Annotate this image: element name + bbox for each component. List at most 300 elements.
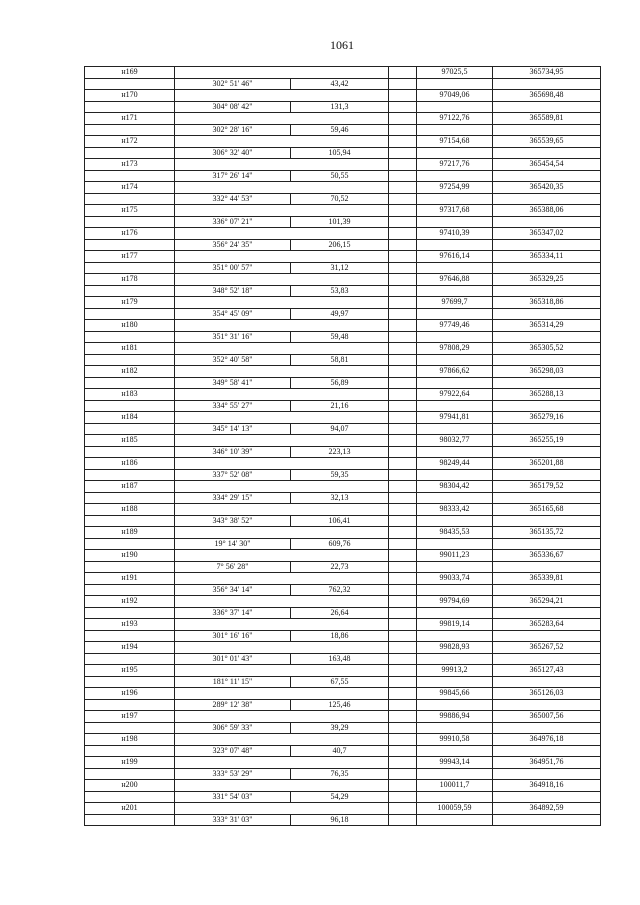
segment-row: [85, 768, 601, 780]
point-gap-cell: [389, 251, 417, 263]
segment-row: [85, 147, 601, 159]
point-row: [85, 205, 601, 217]
distance-cell: 106,41: [291, 515, 389, 527]
x-coordinate-cell: 99913,2: [417, 665, 493, 677]
point-row: [85, 734, 601, 746]
segment-spacer-cell: [493, 446, 601, 458]
x-coordinate-cell: 99033,74: [417, 573, 493, 585]
x-coordinate-cell: 97025,5: [417, 67, 493, 79]
y-coordinate-cell: 365135,72: [493, 527, 601, 539]
segment-row: [85, 561, 601, 573]
segment-spacer-cell: [85, 607, 175, 619]
y-coordinate-cell: 365334,11: [493, 251, 601, 263]
x-coordinate-cell: 98032,77: [417, 435, 493, 447]
y-coordinate-cell: 365329,25: [493, 274, 601, 286]
point-name-cell: н176: [85, 228, 175, 240]
segment-spacer-cell: [417, 400, 493, 412]
segment-spacer-cell: [417, 124, 493, 136]
point-name-cell: н172: [85, 136, 175, 148]
point-row: [85, 481, 601, 493]
segment-gap-cell: [389, 676, 417, 688]
segment-gap-cell: [389, 469, 417, 481]
bearing-cell: 19° 14' 30": [175, 538, 291, 550]
segment-spacer-cell: [493, 538, 601, 550]
point-row: [85, 320, 601, 332]
segment-row: [85, 193, 601, 205]
x-coordinate-cell: 97154,68: [417, 136, 493, 148]
y-coordinate-cell: 364951,76: [493, 757, 601, 769]
x-coordinate-cell: 97254,99: [417, 182, 493, 194]
y-coordinate-cell: 365339,81: [493, 573, 601, 585]
bearing-cell: 306° 32' 40": [175, 147, 291, 159]
x-coordinate-cell: 99845,66: [417, 688, 493, 700]
distance-cell: 609,76: [291, 538, 389, 550]
segment-spacer-cell: [493, 722, 601, 734]
segment-row: [85, 170, 601, 182]
x-coordinate-cell: 97646,88: [417, 274, 493, 286]
distance-cell: 53,83: [291, 285, 389, 297]
segment-row: [85, 584, 601, 596]
point-gap-cell: [389, 550, 417, 562]
segment-row: [85, 515, 601, 527]
segment-gap-cell: [389, 400, 417, 412]
bearing-cell: 334° 29' 15": [175, 492, 291, 504]
segment-spacer-cell: [417, 814, 493, 826]
y-coordinate-cell: 365279,16: [493, 412, 601, 424]
segment-row: [85, 607, 601, 619]
point-row: [85, 113, 601, 125]
point-spacer-cell: [175, 320, 389, 332]
segment-row: [85, 124, 601, 136]
bearing-cell: 333° 53' 29": [175, 768, 291, 780]
segment-gap-cell: [389, 561, 417, 573]
point-spacer-cell: [175, 228, 389, 240]
y-coordinate-cell: 365454,54: [493, 159, 601, 171]
segment-spacer-cell: [493, 147, 601, 159]
x-coordinate-cell: 99943,14: [417, 757, 493, 769]
bearing-cell: 332° 44' 53": [175, 193, 291, 205]
point-row: [85, 228, 601, 240]
y-coordinate-cell: 365420,35: [493, 182, 601, 194]
bearing-cell: 336° 37' 14": [175, 607, 291, 619]
segment-spacer-cell: [85, 124, 175, 136]
point-name-cell: н179: [85, 297, 175, 309]
x-coordinate-cell: 97217,76: [417, 159, 493, 171]
y-coordinate-cell: 365179,52: [493, 481, 601, 493]
x-coordinate-cell: 97317,68: [417, 205, 493, 217]
point-name-cell: н180: [85, 320, 175, 332]
segment-spacer-cell: [417, 446, 493, 458]
y-coordinate-cell: 365283,64: [493, 619, 601, 631]
segment-spacer-cell: [85, 768, 175, 780]
segment-spacer-cell: [85, 492, 175, 504]
point-spacer-cell: [175, 642, 389, 654]
point-name-cell: н182: [85, 366, 175, 378]
distance-cell: 54,29: [291, 791, 389, 803]
segment-spacer-cell: [493, 239, 601, 251]
point-gap-cell: [389, 412, 417, 424]
segment-spacer-cell: [417, 78, 493, 90]
distance-cell: 101,39: [291, 216, 389, 228]
segment-row: [85, 331, 601, 343]
segment-gap-cell: [389, 699, 417, 711]
point-name-cell: н174: [85, 182, 175, 194]
point-gap-cell: [389, 182, 417, 194]
bearing-cell: 343° 38' 52": [175, 515, 291, 527]
point-spacer-cell: [175, 665, 389, 677]
point-name-cell: н196: [85, 688, 175, 700]
segment-spacer-cell: [417, 193, 493, 205]
segment-spacer-cell: [85, 216, 175, 228]
point-name-cell: н200: [85, 780, 175, 792]
x-coordinate-cell: 97941,81: [417, 412, 493, 424]
point-name-cell: н193: [85, 619, 175, 631]
segment-gap-cell: [389, 515, 417, 527]
segment-spacer-cell: [493, 170, 601, 182]
x-coordinate-cell: 98304,42: [417, 481, 493, 493]
segment-row: [85, 216, 601, 228]
segment-gap-cell: [389, 377, 417, 389]
point-row: [85, 780, 601, 792]
point-name-cell: н186: [85, 458, 175, 470]
x-coordinate-cell: 97866,62: [417, 366, 493, 378]
y-coordinate-cell: 365318,86: [493, 297, 601, 309]
point-gap-cell: [389, 67, 417, 79]
segment-row: [85, 745, 601, 757]
segment-row: [85, 101, 601, 113]
bearing-cell: 323° 07' 48": [175, 745, 291, 757]
bearing-cell: 7° 56' 28": [175, 561, 291, 573]
distance-cell: 59,35: [291, 469, 389, 481]
x-coordinate-cell: 99011,23: [417, 550, 493, 562]
segment-row: [85, 308, 601, 320]
segment-row: [85, 285, 601, 297]
point-row: [85, 297, 601, 309]
segment-gap-cell: [389, 584, 417, 596]
y-coordinate-cell: 365201,88: [493, 458, 601, 470]
segment-spacer-cell: [493, 101, 601, 113]
segment-spacer-cell: [85, 561, 175, 573]
distance-cell: 58,81: [291, 354, 389, 366]
bearing-cell: 345° 14' 13": [175, 423, 291, 435]
distance-cell: 163,48: [291, 653, 389, 665]
segment-spacer-cell: [417, 722, 493, 734]
distance-cell: 39,29: [291, 722, 389, 734]
point-row: [85, 803, 601, 815]
point-name-cell: н199: [85, 757, 175, 769]
segment-gap-cell: [389, 423, 417, 435]
point-row: [85, 159, 601, 171]
segment-spacer-cell: [493, 768, 601, 780]
segment-spacer-cell: [417, 515, 493, 527]
x-coordinate-cell: 97122,76: [417, 113, 493, 125]
segment-spacer-cell: [493, 193, 601, 205]
y-coordinate-cell: 365347,02: [493, 228, 601, 240]
bearing-cell: 337° 52' 08": [175, 469, 291, 481]
point-name-cell: н194: [85, 642, 175, 654]
segment-spacer-cell: [85, 308, 175, 320]
point-gap-cell: [389, 711, 417, 723]
distance-cell: 43,42: [291, 78, 389, 90]
bearing-cell: 317° 26' 14": [175, 170, 291, 182]
segment-spacer-cell: [493, 400, 601, 412]
segment-spacer-cell: [417, 354, 493, 366]
distance-cell: 21,16: [291, 400, 389, 412]
bearing-cell: 181° 11' 15": [175, 676, 291, 688]
point-gap-cell: [389, 366, 417, 378]
point-gap-cell: [389, 780, 417, 792]
point-row: [85, 711, 601, 723]
distance-cell: 56,89: [291, 377, 389, 389]
point-name-cell: н181: [85, 343, 175, 355]
bearing-cell: 301° 01' 43": [175, 653, 291, 665]
segment-row: [85, 699, 601, 711]
point-gap-cell: [389, 113, 417, 125]
point-row: [85, 412, 601, 424]
point-row: [85, 67, 601, 79]
segment-spacer-cell: [417, 653, 493, 665]
segment-spacer-cell: [417, 469, 493, 481]
distance-cell: 131,3: [291, 101, 389, 113]
point-spacer-cell: [175, 205, 389, 217]
distance-cell: 67,55: [291, 676, 389, 688]
segment-row: [85, 538, 601, 550]
point-name-cell: н173: [85, 159, 175, 171]
segment-spacer-cell: [417, 101, 493, 113]
point-row: [85, 251, 601, 263]
segment-gap-cell: [389, 722, 417, 734]
bearing-cell: 302° 28' 16": [175, 124, 291, 136]
point-gap-cell: [389, 481, 417, 493]
x-coordinate-cell: 100059,59: [417, 803, 493, 815]
point-row: [85, 366, 601, 378]
segment-spacer-cell: [85, 331, 175, 343]
point-spacer-cell: [175, 803, 389, 815]
segment-gap-cell: [389, 285, 417, 297]
bearing-cell: 302° 51' 46": [175, 78, 291, 90]
segment-spacer-cell: [85, 584, 175, 596]
bearing-cell: 356° 24' 35": [175, 239, 291, 251]
point-row: [85, 619, 601, 631]
segment-spacer-cell: [417, 561, 493, 573]
point-name-cell: н192: [85, 596, 175, 608]
bearing-cell: 354° 45' 09": [175, 308, 291, 320]
segment-spacer-cell: [85, 791, 175, 803]
x-coordinate-cell: 99828,93: [417, 642, 493, 654]
segment-row: [85, 630, 601, 642]
point-name-cell: н184: [85, 412, 175, 424]
segment-gap-cell: [389, 78, 417, 90]
x-coordinate-cell: 98249,44: [417, 458, 493, 470]
segment-spacer-cell: [85, 630, 175, 642]
y-coordinate-cell: 365336,67: [493, 550, 601, 562]
bearing-cell: 306° 59' 33": [175, 722, 291, 734]
point-gap-cell: [389, 734, 417, 746]
point-spacer-cell: [175, 343, 389, 355]
distance-cell: 18,86: [291, 630, 389, 642]
segment-row: [85, 791, 601, 803]
distance-cell: 26,64: [291, 607, 389, 619]
distance-cell: 50,55: [291, 170, 389, 182]
y-coordinate-cell: 365288,13: [493, 389, 601, 401]
point-gap-cell: [389, 688, 417, 700]
point-gap-cell: [389, 642, 417, 654]
point-gap-cell: [389, 274, 417, 286]
point-spacer-cell: [175, 458, 389, 470]
y-coordinate-cell: 364976,18: [493, 734, 601, 746]
segment-gap-cell: [389, 630, 417, 642]
segment-spacer-cell: [493, 469, 601, 481]
point-spacer-cell: [175, 366, 389, 378]
point-name-cell: н197: [85, 711, 175, 723]
segment-spacer-cell: [85, 285, 175, 297]
point-gap-cell: [389, 205, 417, 217]
bearing-cell: 346° 10' 39": [175, 446, 291, 458]
segment-gap-cell: [389, 170, 417, 182]
point-gap-cell: [389, 527, 417, 539]
x-coordinate-cell: 97749,46: [417, 320, 493, 332]
segment-spacer-cell: [493, 791, 601, 803]
point-row: [85, 665, 601, 677]
segment-spacer-cell: [417, 285, 493, 297]
segment-gap-cell: [389, 653, 417, 665]
segment-spacer-cell: [85, 400, 175, 412]
x-coordinate-cell: 97616,14: [417, 251, 493, 263]
y-coordinate-cell: 365255,19: [493, 435, 601, 447]
point-name-cell: н189: [85, 527, 175, 539]
segment-spacer-cell: [85, 170, 175, 182]
y-coordinate-cell: 365388,06: [493, 205, 601, 217]
segment-spacer-cell: [85, 538, 175, 550]
bearing-cell: 289° 12' 38": [175, 699, 291, 711]
point-row: [85, 343, 601, 355]
segment-gap-cell: [389, 446, 417, 458]
segment-gap-cell: [389, 124, 417, 136]
point-spacer-cell: [175, 527, 389, 539]
segment-spacer-cell: [417, 239, 493, 251]
segment-spacer-cell: [493, 561, 601, 573]
bearing-cell: 333° 31' 03": [175, 814, 291, 826]
segment-spacer-cell: [417, 768, 493, 780]
bearing-cell: 348° 52' 18": [175, 285, 291, 297]
segment-spacer-cell: [417, 791, 493, 803]
y-coordinate-cell: 365298,03: [493, 366, 601, 378]
point-row: [85, 596, 601, 608]
segment-spacer-cell: [85, 354, 175, 366]
segment-spacer-cell: [417, 584, 493, 596]
segment-gap-cell: [389, 262, 417, 274]
segment-spacer-cell: [493, 492, 601, 504]
bearing-cell: 336° 07' 21": [175, 216, 291, 228]
segment-spacer-cell: [493, 216, 601, 228]
y-coordinate-cell: 365127,43: [493, 665, 601, 677]
y-coordinate-cell: 365698,48: [493, 90, 601, 102]
point-row: [85, 550, 601, 562]
segment-spacer-cell: [417, 331, 493, 343]
segment-gap-cell: [389, 101, 417, 113]
segment-row: [85, 676, 601, 688]
point-row: [85, 435, 601, 447]
segment-spacer-cell: [85, 423, 175, 435]
coordinates-table: [84, 66, 601, 826]
point-name-cell: н171: [85, 113, 175, 125]
y-coordinate-cell: 364918,16: [493, 780, 601, 792]
x-coordinate-cell: 97699,7: [417, 297, 493, 309]
segment-spacer-cell: [85, 814, 175, 826]
point-gap-cell: [389, 619, 417, 631]
point-gap-cell: [389, 757, 417, 769]
bearing-cell: 352° 40' 58": [175, 354, 291, 366]
x-coordinate-cell: 99886,94: [417, 711, 493, 723]
segment-spacer-cell: [85, 446, 175, 458]
x-coordinate-cell: 100011,7: [417, 780, 493, 792]
point-row: [85, 573, 601, 585]
segment-spacer-cell: [417, 630, 493, 642]
segment-spacer-cell: [417, 377, 493, 389]
segment-spacer-cell: [417, 607, 493, 619]
point-name-cell: н175: [85, 205, 175, 217]
y-coordinate-cell: 365294,21: [493, 596, 601, 608]
segment-gap-cell: [389, 791, 417, 803]
point-spacer-cell: [175, 757, 389, 769]
point-name-cell: н183: [85, 389, 175, 401]
distance-cell: 96,18: [291, 814, 389, 826]
point-gap-cell: [389, 596, 417, 608]
segment-row: [85, 446, 601, 458]
point-row: [85, 642, 601, 654]
segment-row: [85, 78, 601, 90]
point-spacer-cell: [175, 619, 389, 631]
segment-spacer-cell: [493, 262, 601, 274]
point-spacer-cell: [175, 550, 389, 562]
y-coordinate-cell: 365007,56: [493, 711, 601, 723]
point-spacer-cell: [175, 734, 389, 746]
segment-spacer-cell: [493, 653, 601, 665]
segment-spacer-cell: [85, 699, 175, 711]
segment-row: [85, 239, 601, 251]
distance-cell: 94,07: [291, 423, 389, 435]
distance-cell: 76,35: [291, 768, 389, 780]
point-name-cell: н170: [85, 90, 175, 102]
distance-cell: 223,13: [291, 446, 389, 458]
point-gap-cell: [389, 90, 417, 102]
x-coordinate-cell: 98435,53: [417, 527, 493, 539]
point-spacer-cell: [175, 780, 389, 792]
point-spacer-cell: [175, 159, 389, 171]
segment-spacer-cell: [417, 308, 493, 320]
segment-row: [85, 354, 601, 366]
point-row: [85, 688, 601, 700]
bearing-cell: 351° 00' 57": [175, 262, 291, 274]
point-gap-cell: [389, 665, 417, 677]
distance-cell: 206,15: [291, 239, 389, 251]
segment-spacer-cell: [417, 262, 493, 274]
y-coordinate-cell: 365314,29: [493, 320, 601, 332]
segment-gap-cell: [389, 492, 417, 504]
segment-gap-cell: [389, 745, 417, 757]
bearing-cell: 334° 55' 27": [175, 400, 291, 412]
point-gap-cell: [389, 389, 417, 401]
segment-spacer-cell: [493, 584, 601, 596]
segment-spacer-cell: [417, 170, 493, 182]
point-spacer-cell: [175, 251, 389, 263]
segment-gap-cell: [389, 216, 417, 228]
segment-spacer-cell: [417, 423, 493, 435]
segment-gap-cell: [389, 538, 417, 550]
point-spacer-cell: [175, 67, 389, 79]
point-name-cell: н178: [85, 274, 175, 286]
segment-spacer-cell: [85, 469, 175, 481]
